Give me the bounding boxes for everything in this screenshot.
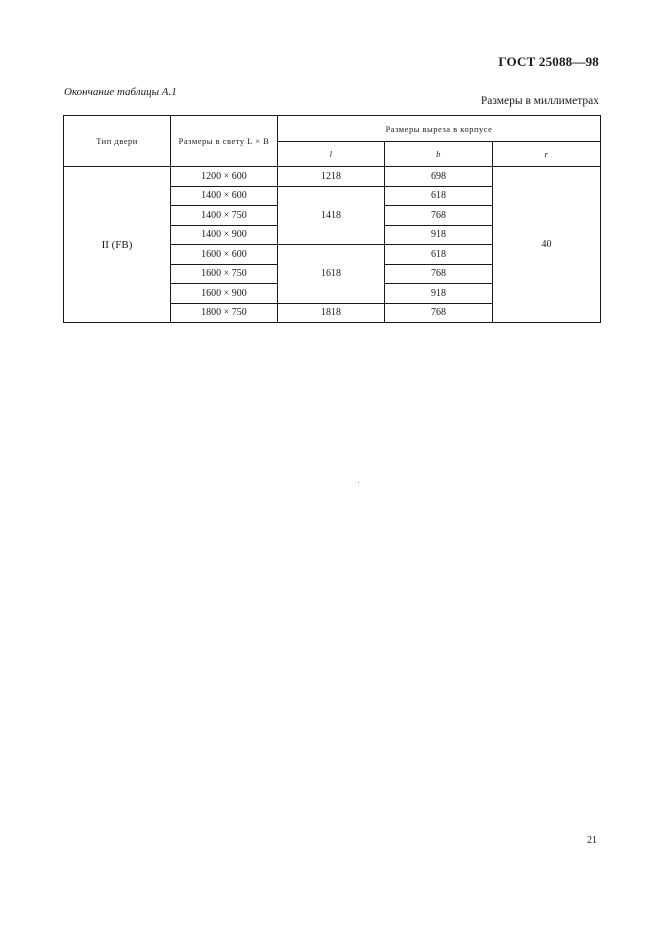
b-cell: 768 (385, 206, 493, 226)
b-cell: 918 (385, 225, 493, 245)
size-cell: 1600 × 750 (171, 264, 278, 284)
header-l: l (278, 142, 385, 167)
size-cell: 1400 × 600 (171, 186, 278, 206)
size-cell: 1200 × 600 (171, 167, 278, 187)
size-cell: 1600 × 900 (171, 284, 278, 304)
header-door-type: Тип двери (64, 116, 171, 167)
size-cell: 1600 × 600 (171, 245, 278, 265)
b-cell: 768 (385, 303, 493, 323)
l-cell: 1818 (278, 303, 385, 323)
document-code: ГОСТ 25088—98 (498, 54, 599, 69)
b-cell: 618 (385, 245, 493, 265)
b-cell: 768 (385, 264, 493, 284)
header-b: b (385, 142, 493, 167)
l-cell: 1218 (278, 167, 385, 187)
header-r: r (493, 142, 601, 167)
l-cell: 1618 (278, 245, 385, 304)
size-cell: 1400 × 750 (171, 206, 278, 226)
b-cell: 698 (385, 167, 493, 187)
door-type-cell: II (FB) (64, 167, 171, 323)
b-cell: 918 (385, 284, 493, 304)
dimensions-table (63, 115, 601, 323)
header-cutout-group: Размеры выреза в корпусе (278, 116, 601, 142)
size-cell: 1400 × 900 (171, 225, 278, 245)
header-clear-size: Размеры в свету L × B (171, 116, 278, 167)
table-caption: Окончание таблицы А.1 (64, 86, 177, 98)
table-row (64, 167, 601, 187)
l-cell: 1418 (278, 186, 385, 245)
b-cell: 618 (385, 186, 493, 206)
scan-speck (358, 482, 359, 483)
page-number: 21 (587, 835, 597, 846)
r-cell: 40 (493, 167, 601, 323)
units-note: Размеры в миллиметрах (480, 95, 599, 107)
size-cell: 1800 × 750 (171, 303, 278, 323)
